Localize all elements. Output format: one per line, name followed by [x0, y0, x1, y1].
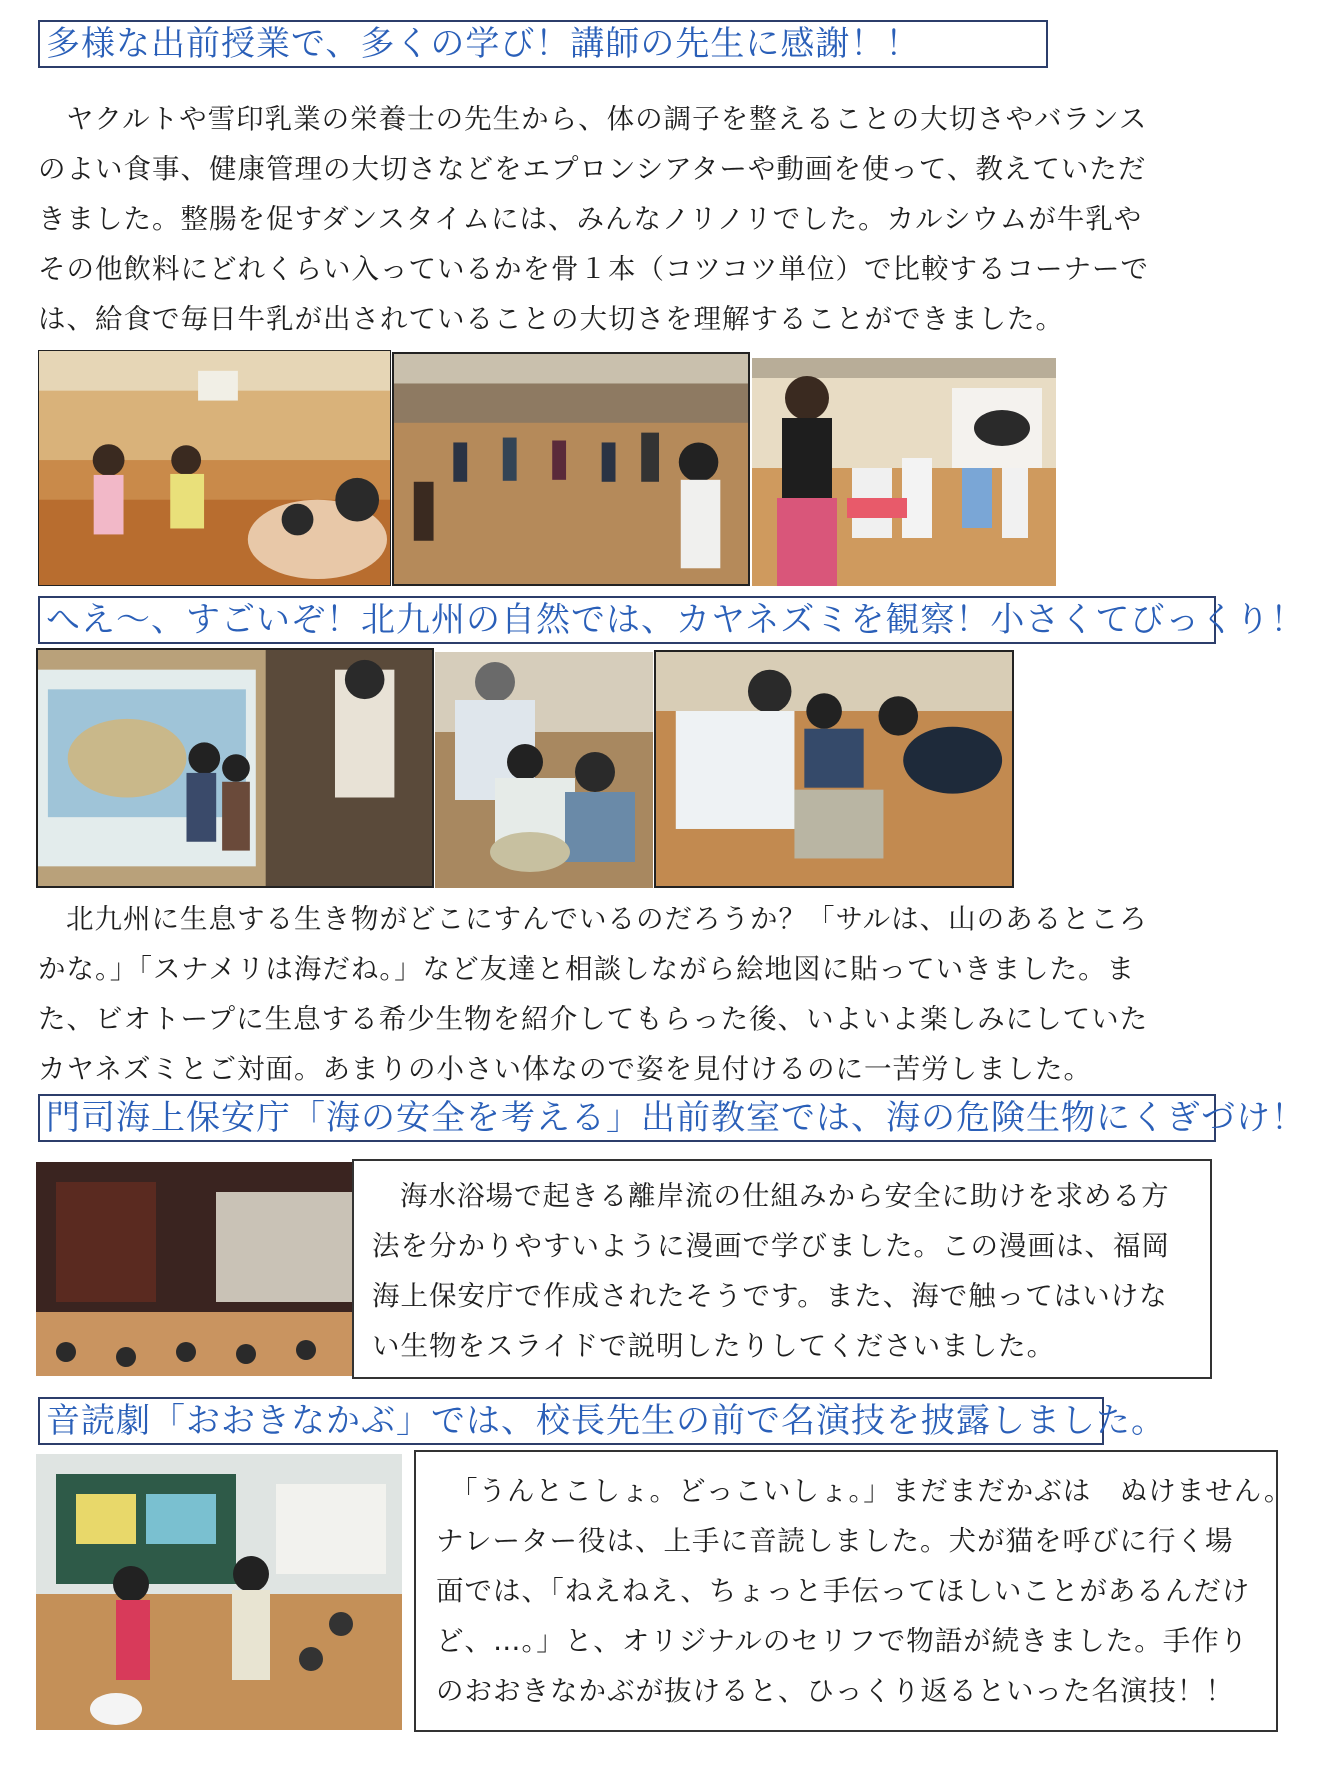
photo-nutrition-lecture	[38, 350, 391, 586]
section2-line: かな。」「スナメリは海だね。」など友達と相談しながら絵地図に貼っていきました。ま	[38, 953, 1136, 985]
section3-body	[372, 1171, 1170, 1371]
section3-line: 法を分かりやすいように漫画で学びました。この漫画は、福岡	[372, 1230, 1170, 1262]
section1-line: ヤクルトや雪印乳業の栄養士の先生から、体の調子を整えることの大切さやバランス	[66, 103, 1148, 135]
section1-heading: 多様な出前授業で、多くの学び！講師の先生に感謝！！	[38, 20, 1048, 68]
section4-textbox	[414, 1450, 1293, 1732]
section4-line: ど、…。」と、オリジナルのセリフで物語が続きました。手作り	[436, 1625, 1249, 1657]
photo-biotope-intro	[435, 652, 653, 888]
section2-line: 北九州に生息する生き物がどこにすんでいるのだろうか？「サルは、山のあるところ	[66, 903, 1148, 935]
section2-line: た、ビオトープに生息する希少生物を紹介してもらった後、いよいよ楽しみにしていた	[38, 1003, 1149, 1035]
section4-line: 「うんとこしょ。どっこいしょ。」まだまだかぶは ぬけません。	[450, 1475, 1293, 1507]
section2-line: カヤネズミとご対面。あまりの小さい体なので姿を見付けるのに一苦労しました。	[38, 1053, 1092, 1085]
section3-heading: 門司海上保安庁「海の安全を考える」出前教室では、海の危険生物にくぎづけ！	[38, 1094, 1216, 1142]
section2-body	[38, 894, 1148, 1094]
section4-line: ナレーター役は、上手に音読しました。犬が猫を呼びに行く場	[436, 1525, 1234, 1557]
section4-line: のおおきなかぶが抜けると、ひっくり返るといった名演技！！	[436, 1675, 1234, 1707]
section3-textbox	[352, 1159, 1212, 1379]
section1-line: は、給食で毎日牛乳が出されていることの大切さを理解することができました。	[38, 303, 1064, 335]
section3-line: い生物をスライドで説明したりしてくださいました。	[372, 1330, 1056, 1362]
section4-heading: 音読劇「おおきなかぶ」では、校長先生の前で名演技を披露しました。	[38, 1397, 1104, 1445]
photo-dance-time	[392, 352, 750, 586]
photo-big-turnip-play	[36, 1454, 402, 1730]
section2-heading: へえ～、すごいぞ！北九州の自然では、カヤネズミを観察！小さくてびっくり！	[38, 596, 1216, 644]
photo-harvest-mouse-tank	[654, 650, 1014, 888]
section4-line: 面では、「ねえねえ、ちょっと手伝ってほしいことがあるんだけ	[436, 1575, 1251, 1607]
photo-coast-guard-slides	[36, 1162, 356, 1376]
section3-line: 海上保安庁で作成されたそうです。また、海で触ってはいけな	[372, 1280, 1168, 1312]
section1-line: のよい食事、健康管理の大切さなどをエプロンシアターや動画を使って、教えていただ	[38, 153, 1147, 185]
photo-picture-map	[36, 648, 434, 888]
section3-line: 海水浴場で起きる離岸流の仕組みから安全に助けを求める方	[400, 1180, 1170, 1212]
photo-calcium-corner	[752, 358, 1056, 586]
section1-line: その他飲料にどれくらい入っているかを骨１本（コツコツ単位）で比較するコーナーで	[38, 253, 1149, 285]
section1-line: きました。整腸を促すダンスタイムには、みんなノリノリでした。カルシウムが牛乳や	[38, 203, 1143, 235]
section1-body	[38, 94, 1149, 344]
section4-body	[436, 1466, 1292, 1716]
